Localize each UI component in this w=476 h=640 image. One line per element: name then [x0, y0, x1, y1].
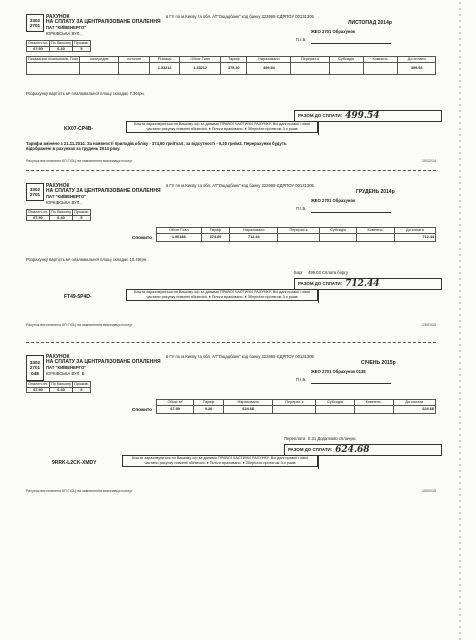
supplier-name: ПАТ "КИЇВЕНЕРГО" [46, 365, 87, 370]
charges-cell: 1.33212 [180, 62, 221, 74]
footer-note: Рахунок виготовлено КП ГІОЦ на замовлення виконавця послуг [26, 489, 133, 493]
zeo-code-3: 048 [31, 370, 39, 376]
divider [318, 289, 319, 303]
bill-subtitle: НА СПЛАТУ ЗА ЦЕНТРАЛІЗОВАНЕ ОПАЛЕННЯ [46, 359, 161, 365]
bank-details: в ГУ по м.Києву та обл. АТ"Ощадбанк" код банку 322669 ЄДРПОУ 00131305 [166, 14, 314, 19]
charges-cell: 499.94 [398, 62, 436, 74]
params-table [26, 381, 91, 393]
charges-header: Перерах-к [278, 228, 320, 234]
charges-header: Субсидія [329, 57, 363, 63]
charges-table [156, 227, 436, 242]
param-header: Прожив. [74, 41, 89, 46]
charges-cell: 9.20 [194, 405, 224, 413]
charges-header: Компенс. [363, 57, 398, 63]
param-value: 5 [73, 46, 91, 52]
unit-cost-note: Розрахунку вартість м² опалювальної площі складає 7.36грн. [26, 91, 146, 96]
bill-subtitle: НА СПЛАТУ ЗА ЦЕНТРАЛІЗОВАНЕ ОПАЛЕННЯ [46, 188, 161, 194]
address: ЮРКІВСЬКА ВУЛ., [46, 200, 82, 205]
notice-line: частини рахунку повинні збігатися. ♦ Пільги враховано. ♦ Зберігати протягом 3-х років [146, 127, 298, 131]
zeo-code-2: 2701 [29, 192, 41, 197]
notice-box [126, 289, 318, 301]
debt-label: Борг [294, 270, 303, 275]
charges-header: До сплати [394, 228, 435, 234]
tear-line [26, 342, 436, 343]
supplier-name: ПАТ "КИЇВЕНЕРГО" [46, 25, 87, 30]
zeo-code-box [26, 183, 44, 201]
charges-header: До сплати [393, 400, 435, 406]
handwritten-amount: 624.68 [335, 444, 370, 455]
payment-id-code: KX07-CP4B- [64, 126, 94, 132]
pib-underline [311, 383, 391, 384]
param-value: 5 [73, 215, 91, 221]
charges-cell [354, 405, 393, 413]
notice-line: Кошти зараховуються по Вашому о/р за даними ПРАВОЇ ЧАСТИНИ РАХУНКУ. Всі дані правої і лівої [133, 122, 311, 127]
charges-table [156, 399, 436, 414]
account-label: ЖЕО 2701 Обрахунок [311, 198, 356, 203]
payment-id-code: FT49-5P4D- [64, 294, 92, 300]
billing-period: ГРУДЕНЬ 2014р [356, 189, 395, 195]
handwritten-amount: 499.54 [345, 110, 380, 121]
charges-header: Тариф [201, 228, 230, 234]
handwritten-amount: 712.44 [345, 278, 380, 289]
charges-cell: 67.90 [157, 405, 194, 413]
pib-label: П.І.Б. [296, 377, 307, 382]
pib-label: П.І.Б. [296, 37, 307, 42]
notice-line: частини рахунку повинні збігатися. ♦ Пільги враховано. ♦ Зберігати протягом 3-х років [146, 295, 298, 299]
zeo-code: 3302 [29, 360, 41, 366]
tariff-change-note: Тарифи змінено з 21.11.2014. За наявності приладів обліку - 374,60 грн/Гкал; за відсутності - 9,20 грн/м2. Перерахунки будуть [26, 141, 287, 146]
footer-note: Рахунок виготовлено КП ГІОЦ на замовлення виконавця послуг [26, 159, 133, 163]
charges-header: Показання лічильників, Гкал [28, 57, 79, 62]
tariff-change-note-2: відображені в рахунках за грудень 2014 року. [26, 146, 121, 151]
charges-cell [27, 62, 80, 74]
charges-header: Нараховано [230, 228, 278, 234]
divider [318, 455, 319, 469]
footer-date: 10/12/14 [422, 159, 436, 163]
notice-line: Кошти зараховуються по Вашому о/р за даними ПРАВОЇ ЧАСТИНИ РАХУНКУ. Всі дані правої і лівої [131, 456, 309, 461]
zeo-code: 3302 [29, 186, 41, 192]
address: ЮРКІВСЬКА ВУЛ., [46, 31, 82, 36]
charges-cell [119, 62, 150, 74]
param-header: Прожив. [74, 382, 89, 387]
bill-subtitle: НА СПЛАТУ ЗА ЦЕНТРАЛІЗОВАНЕ ОПАЛЕННЯ [46, 19, 161, 25]
notice-line: Кошти зараховуються по Вашому о/р за даними ПРАВОЇ ЧАСТИНИ РАХУНКУ. Всі дані правої і лівої [133, 290, 311, 295]
charges-cell: 1.90188 [157, 233, 202, 241]
param-header: Прожив. [74, 210, 89, 215]
param-value: 67.90 [27, 387, 50, 393]
param-header: Опален.пл. [28, 41, 48, 46]
supplier-name: ПАТ "КИЇВЕНЕРГО" [46, 194, 87, 199]
charges-header: попереднє [80, 57, 119, 63]
param-header: По балкону [50, 41, 72, 46]
footer-note: Рахунок виготовлено КП ГІОЦ на замовлення виконавця послуг [26, 323, 133, 327]
charges-cell: 375.30 [221, 62, 247, 74]
charges-cell: 624.68 [393, 405, 435, 413]
charges-header: Різниця [150, 57, 180, 63]
notice-box [126, 121, 318, 133]
receipt-november [26, 14, 442, 189]
charges-cell [363, 62, 398, 74]
notice-box [122, 455, 318, 467]
pib-underline [311, 212, 391, 213]
charges-header: Нараховано [247, 57, 291, 63]
payment-id-code: 9RRK-L2CK-XMDY [52, 460, 97, 466]
charges-header: поточне [119, 57, 150, 63]
scan-edge-dots [458, 0, 462, 640]
param-value: 6.40 [49, 46, 72, 52]
total-to-pay-label: РАЗОМ ДО СПЛАТИ: [288, 447, 333, 453]
bill-title: РАХУНОК [46, 14, 70, 20]
params-table [26, 209, 91, 221]
debt-value: 499.03 Сплата боргу [308, 270, 348, 275]
charges-header: Перерах-к [291, 57, 329, 63]
zeo-code-2: 2701 [29, 365, 41, 371]
charges-cell [291, 62, 329, 74]
total-to-pay-label: РАЗОМ ДО СПЛАТИ: [298, 281, 343, 287]
charges-cell: 712.44 [394, 233, 435, 241]
total-to-pay-label: РАЗОМ ДО СПЛАТИ: [298, 113, 343, 119]
notice-line: частини рахунку повинні збігатися. ♦ Пільги враховано. ♦ Зберігати протягом 3-х років [144, 461, 296, 465]
billing-period: ЛИСТОПАД 2014р [348, 20, 392, 26]
footer-date: 10/02/15 [422, 489, 436, 493]
param-value: 6.40 [49, 387, 72, 393]
tear-line [26, 170, 436, 171]
charges-cell [80, 62, 119, 74]
pib-underline [311, 43, 391, 44]
param-header: Опален.пл. [28, 382, 48, 387]
zeo-code-box [26, 355, 44, 381]
pib-label: П.І.Б. [296, 206, 307, 211]
receipt-december [26, 183, 442, 355]
charges-header: Тариф [194, 400, 224, 406]
bill-title: РАХУНОК [46, 183, 70, 189]
consumed-label: Спожито [132, 407, 152, 412]
charges-header: Субсидія [316, 400, 354, 406]
charges-header: Обсяг Гкал [180, 57, 221, 63]
params-table [26, 40, 91, 52]
param-header: По балкону [50, 210, 72, 215]
charges-header: Компенс. [354, 400, 393, 406]
charges-header: Тариф [221, 57, 247, 63]
charges-header: Перерах-к [273, 400, 316, 406]
charges-table [26, 56, 436, 75]
overpayment-value: 0.31 Додатково сплачую: [308, 436, 357, 441]
charges-cell: 499.94 [247, 62, 291, 74]
param-value: 6.40 [49, 215, 72, 221]
charges-cell [273, 405, 316, 413]
bank-details: в ГУ по м.Києву та обл. АТ"Ощадбанк" код банку 322669 ЄДРПОУ 00131305 [166, 354, 314, 359]
charges-header: Нараховано [223, 400, 272, 406]
bill-title: РАХУНОК [46, 354, 70, 360]
charges-cell [357, 233, 395, 241]
charges-cell [329, 62, 363, 74]
zeo-code-box [26, 14, 44, 32]
param-value: 67.90 [27, 215, 50, 221]
charges-header: Обсяг Гкал [157, 228, 202, 234]
charges-cell [278, 233, 320, 241]
charges-cell: 374.60 [201, 233, 230, 241]
charges-header: Субсидія [319, 228, 356, 234]
unit-cost-note: Розрахунку вартість м² опалювальної площі складає 10.49грн. [26, 257, 148, 262]
param-value: 5 [73, 387, 91, 393]
charges-cell [319, 233, 356, 241]
charges-cell: 712.44 [230, 233, 278, 241]
charges-cell: 1.33212 [150, 62, 180, 74]
charges-cell [316, 405, 354, 413]
charges-header: Обсяг м² [157, 400, 194, 406]
charges-header: Компенс. [357, 228, 395, 234]
consumed-label: Спожито [132, 235, 152, 240]
address: ЮРКІВСЬКА ВУЛ. Б [46, 371, 85, 376]
charges-cell: 624.68 [223, 405, 272, 413]
receipt-january [26, 353, 442, 515]
param-value: 67.90 [27, 46, 50, 52]
account-label: ЖЕО 2701 Обрахунок 0138 [311, 369, 366, 374]
overpayment-label: Переплата [284, 436, 306, 441]
bank-details: в ГУ по м.Києву та обл. АТ"Ощадбанк" код банку 322669 ЄДРПОУ 00131305 [166, 183, 314, 188]
param-header: Опален.пл. [28, 210, 48, 215]
param-header: По балкону [50, 382, 72, 387]
divider [318, 121, 319, 135]
zeo-code: 3302 [29, 17, 41, 23]
zeo-code-2: 2701 [29, 23, 41, 28]
footer-date: 13/01/15 [422, 323, 436, 327]
charges-header: До сплати [398, 57, 436, 63]
account-label: ЖЕО 2701 Обрахунок [311, 29, 356, 34]
billing-period: СІЧЕНЬ 2015р [361, 360, 396, 366]
